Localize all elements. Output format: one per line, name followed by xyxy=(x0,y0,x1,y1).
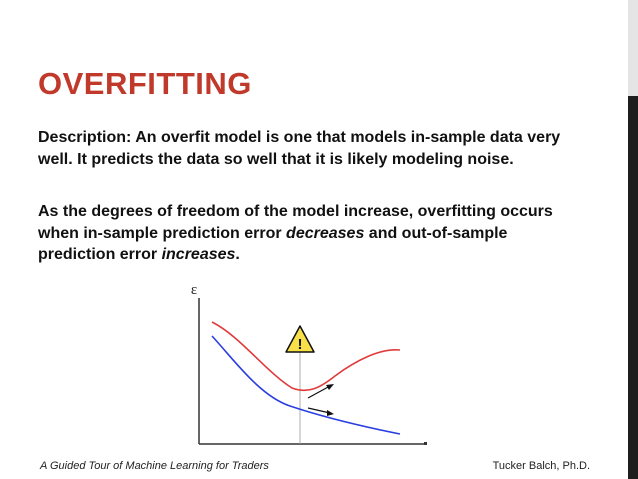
emphasis-decreases: decreases xyxy=(286,224,365,242)
out-of-sample-error-curve xyxy=(212,322,400,390)
emphasis-increases: increases xyxy=(161,246,236,263)
footer-author: Tucker Balch, Ph.D. xyxy=(492,460,590,472)
paragraph-text-start: As the degrees of freedom of the model increase, overfitting occurs when in-sample prediction error xyxy=(38,203,553,242)
warning-glyph: ! xyxy=(297,336,303,353)
y-axis-label: ε xyxy=(190,282,198,298)
overfitting-paragraph xyxy=(38,201,568,266)
side-accent-light xyxy=(628,0,638,96)
decrease-arrowhead xyxy=(327,410,334,416)
increase-arrow xyxy=(308,386,330,398)
paragraph-text-middle: and out-of-sample prediction error xyxy=(38,224,508,263)
paragraph-text-end: . xyxy=(235,246,240,263)
side-accent-dark xyxy=(628,96,638,479)
increase-arrowhead xyxy=(326,384,334,390)
overfitting-figure xyxy=(180,276,440,448)
x-axis-end-marker xyxy=(424,442,427,445)
slide-title: OVERFITTING xyxy=(38,66,252,101)
warning-icon xyxy=(286,326,314,353)
description-paragraph: Description: An overfit model is one that models in-sample data very well. It predicts the data so well that it is likely modeling noise. xyxy=(38,129,561,168)
footer-course-title: A Guided Tour of Machine Learning for Traders xyxy=(40,460,269,472)
